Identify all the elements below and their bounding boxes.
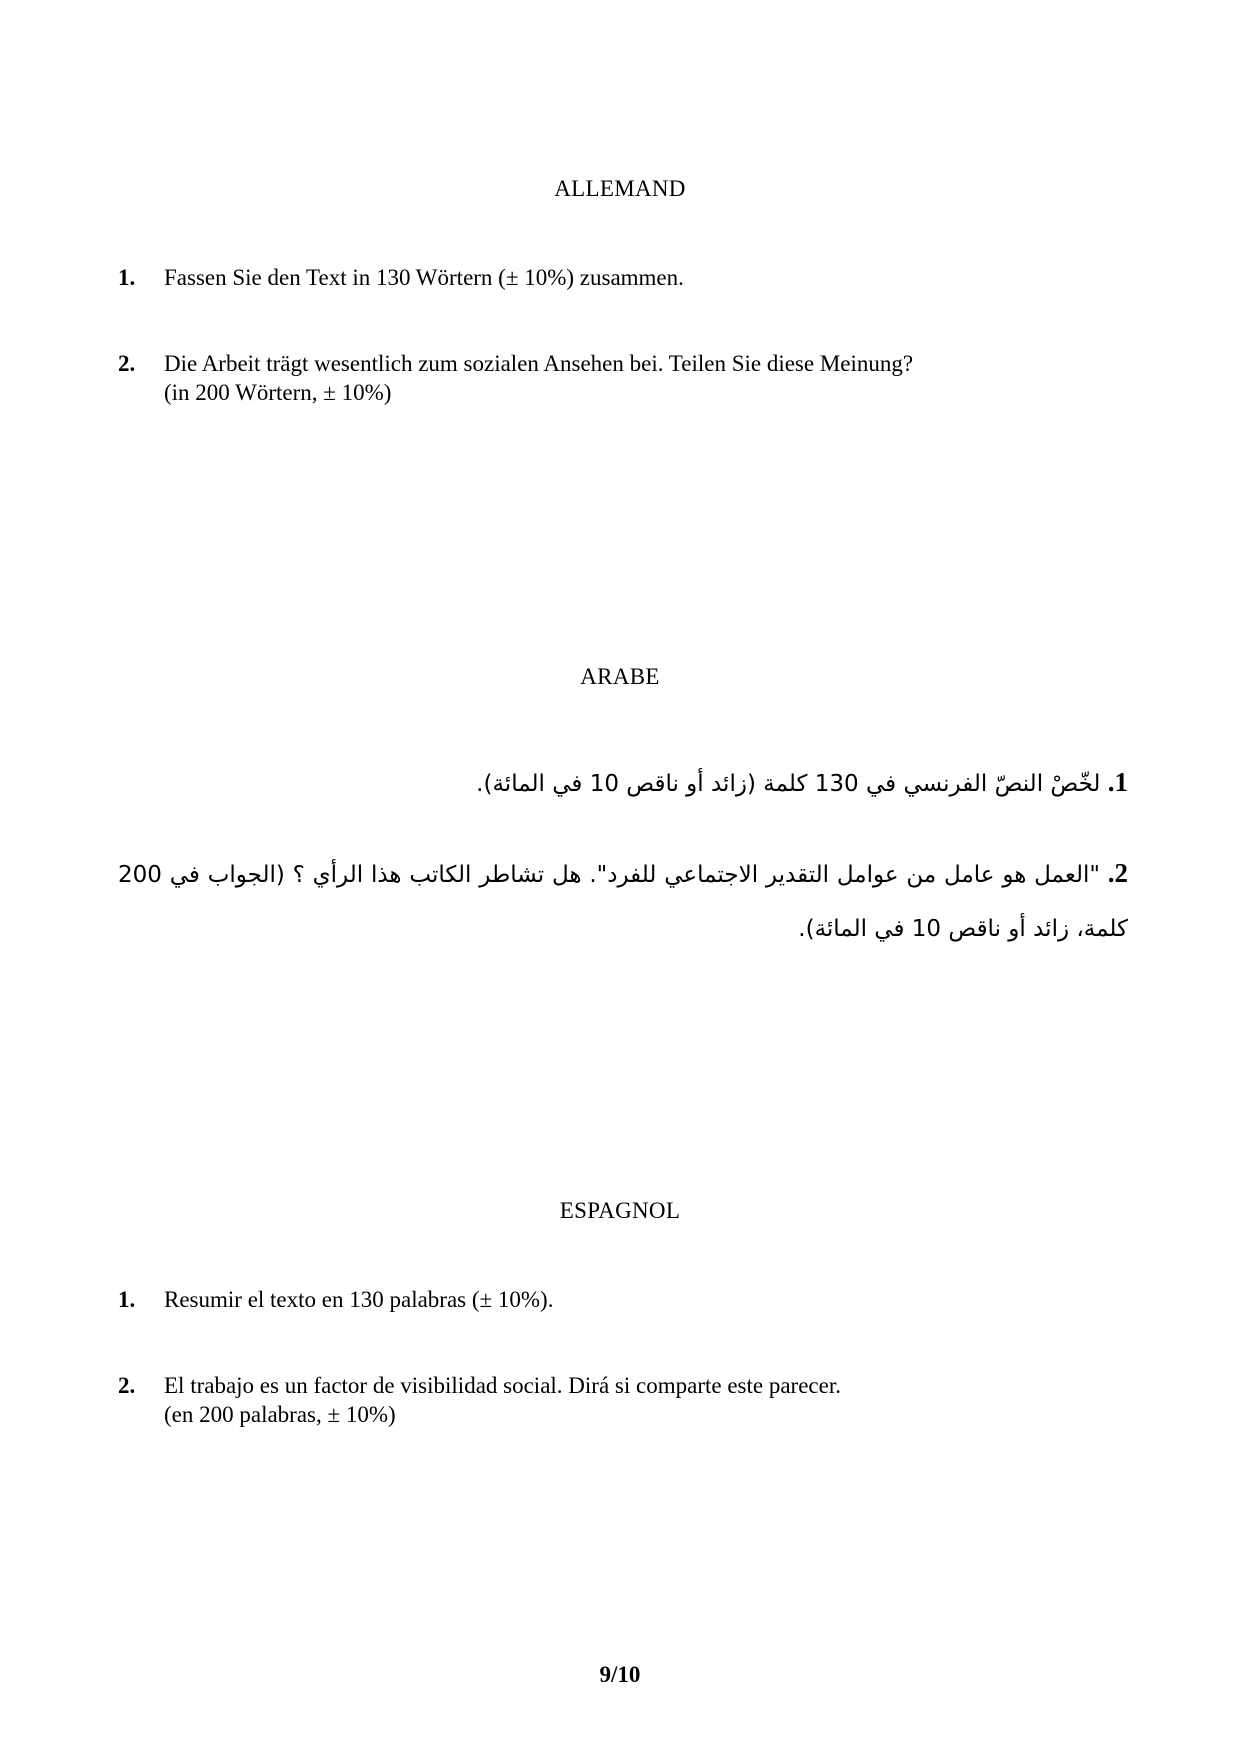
question-number: 2. bbox=[118, 351, 136, 376]
question-number: 1. bbox=[1107, 767, 1128, 797]
page-number: 9/10 bbox=[599, 1662, 641, 1687]
arabe-question-2 bbox=[118, 846, 1128, 956]
question-text bbox=[164, 1371, 1124, 1429]
question-line: (in 200 Wörtern, ± 10%) bbox=[164, 380, 392, 405]
question-text: Fassen Sie den Text in 130 Wörtern (± 10%) zusammen. bbox=[164, 265, 684, 290]
arabe-question-1 bbox=[118, 764, 1128, 802]
section-title-allemand: ALLEMAND bbox=[554, 176, 686, 201]
section-title-arabe: ARABE bbox=[580, 664, 660, 689]
question-text: Resumir el texto en 130 palabras (± 10%). bbox=[164, 1287, 554, 1312]
question-number: 2. bbox=[1107, 858, 1128, 888]
question-number: 1. bbox=[118, 265, 136, 290]
question-text bbox=[164, 349, 1124, 407]
question-text: "العمل هو عامل من عوامل التقدير الاجتماعي للفرد". هل تشاطر الكاتب هذا الرأي ؟ (الجواب في 200 كلمة، زائد أو ناقص 10 في المائة). bbox=[118, 862, 1128, 942]
question-number: 1. bbox=[118, 1287, 136, 1312]
question-line: (en 200 palabras, ± 10%) bbox=[164, 1402, 396, 1427]
question-line: Die Arbeit trägt wesentlich zum sozialen Ansehen bei. Teilen Sie diese Meinung? bbox=[164, 351, 914, 376]
section-title-espagnol: ESPAGNOL bbox=[559, 1198, 681, 1223]
question-line: El trabajo es un factor de visibilidad social. Dirá si comparte este parecer. bbox=[164, 1373, 841, 1398]
question-number: 2. bbox=[118, 1373, 136, 1398]
question-text: لخّصْ النصّ الفرنسي في 130 كلمة (زائد أو ناقص 10 في المائة). bbox=[476, 771, 1101, 797]
